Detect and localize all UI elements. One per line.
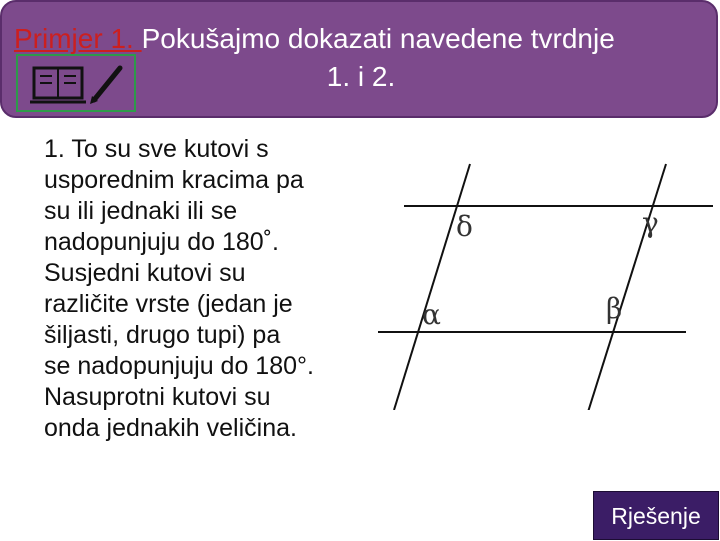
body-line: šiljasti, drugo tupi) pa xyxy=(44,321,281,349)
title-text: Pokušajmo dokazati navedene tvrdnje xyxy=(141,23,615,54)
body-text xyxy=(44,134,374,444)
angles-diagram xyxy=(370,150,715,410)
body-line: Susjedni kutovi su xyxy=(44,259,246,287)
angle-label-gamma: γ xyxy=(642,206,659,239)
body-line: su ili jednaki ili se xyxy=(44,197,238,225)
title-line-1 xyxy=(14,22,615,56)
body-line: različite vrste (jedan je xyxy=(44,290,293,318)
example-label: Primjer 1. xyxy=(14,23,142,54)
angle-label-delta: δ xyxy=(456,210,473,243)
body-line: usporednim kracima pa xyxy=(44,166,304,194)
title-banner xyxy=(0,0,718,118)
pencil-icon xyxy=(90,68,120,104)
body-line: se nadopunjuju do 180°. xyxy=(44,352,314,380)
parallel-lines-figure xyxy=(370,150,715,415)
body-line: 1. To su sve kutovi s xyxy=(44,135,269,163)
body-line: nadopunjuju do 180˚. xyxy=(44,228,279,256)
solution-button[interactable]: Rješenje xyxy=(593,491,719,540)
book-pencil-icon-frame xyxy=(16,54,136,112)
angle-label-beta: β xyxy=(606,292,623,325)
title-line-2: 1. i 2. xyxy=(326,61,396,92)
left-transversal xyxy=(394,164,470,410)
right-transversal xyxy=(588,164,666,410)
book-icon xyxy=(18,56,134,110)
body-line: onda jednakih veličina. xyxy=(44,414,297,442)
angle-label-alpha: α xyxy=(422,298,441,331)
body-line: Nasuprotni kutovi su xyxy=(44,383,271,411)
